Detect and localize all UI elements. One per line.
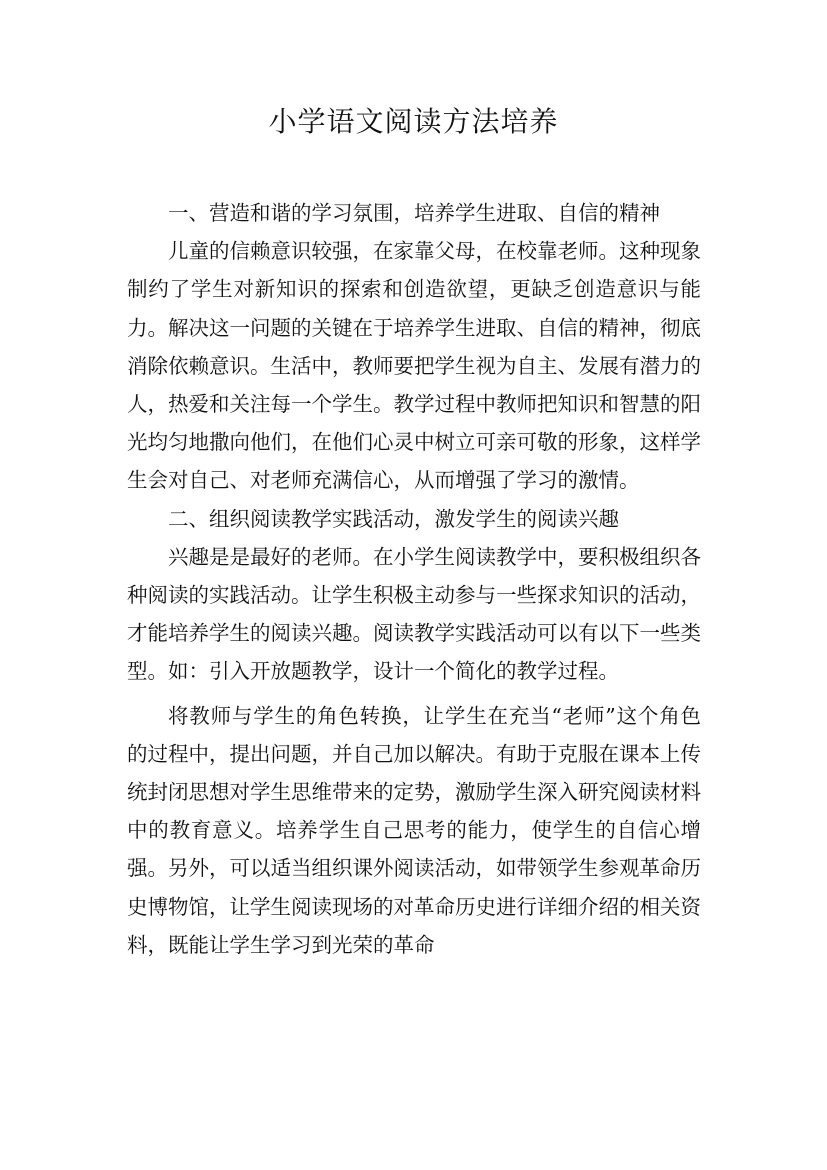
document-title: 小学语文阅读方法培养 <box>268 105 559 138</box>
document-body <box>127 194 701 964</box>
body-paragraph-1: 儿童的信赖意识较强，在家靠父母，在校靠老师。这种现象制约了学生对新知识的探索和创造欲望，更缺乏创造意识与能力。解决这一问题的关键在于培养学生进取、自信的精神，彻底消除依赖意识。生活中，教师要把学生视为自主、发展有潜力的人，热爱和关注每一个学生。教学过程中教师把知识和智慧的阳光均匀地撒向他们，在他们心灵中树立可亲可敬的形象，这样学生会对自己、对老师充满信心，从而增强了学习的激情。 <box>127 239 701 493</box>
section-heading-2: 二、组织阅读教学实践活动，激发学生的阅读兴趣 <box>168 506 619 531</box>
section-heading-1: 一、营造和谐的学习氛围，培养学生进取、自信的精神 <box>168 201 660 225</box>
body-paragraph-2: 兴趣是是最好的老师。在小学生阅读教学中，要积极组织各种阅读的实践活动。让学生积极主动参与一些探求知识的活动，才能培养学生的阅读兴趣。阅读教学实践活动可以有以下一些类型。如：引入开放题教学，设计一个简化的教学过程。 <box>127 544 701 684</box>
body-paragraph-3: 将教师与学生的角色转换，让学生在充当“老师”这个角色的过程中，提出问题，并自己加以解决。有助于克服在课本上传统封闭思想对学生思维带来的定势，激励学生深入研究阅读材料中的教育意义。培养学生自己思考的能力，使学生的自信心增强。另外，可以适当组织课外阅读活动，如带领学生参观革命历史博物馆，让学生阅读现场的对革命历史进行详细介绍的相关资料，既能让学生学习到光荣的革命 <box>127 703 701 957</box>
